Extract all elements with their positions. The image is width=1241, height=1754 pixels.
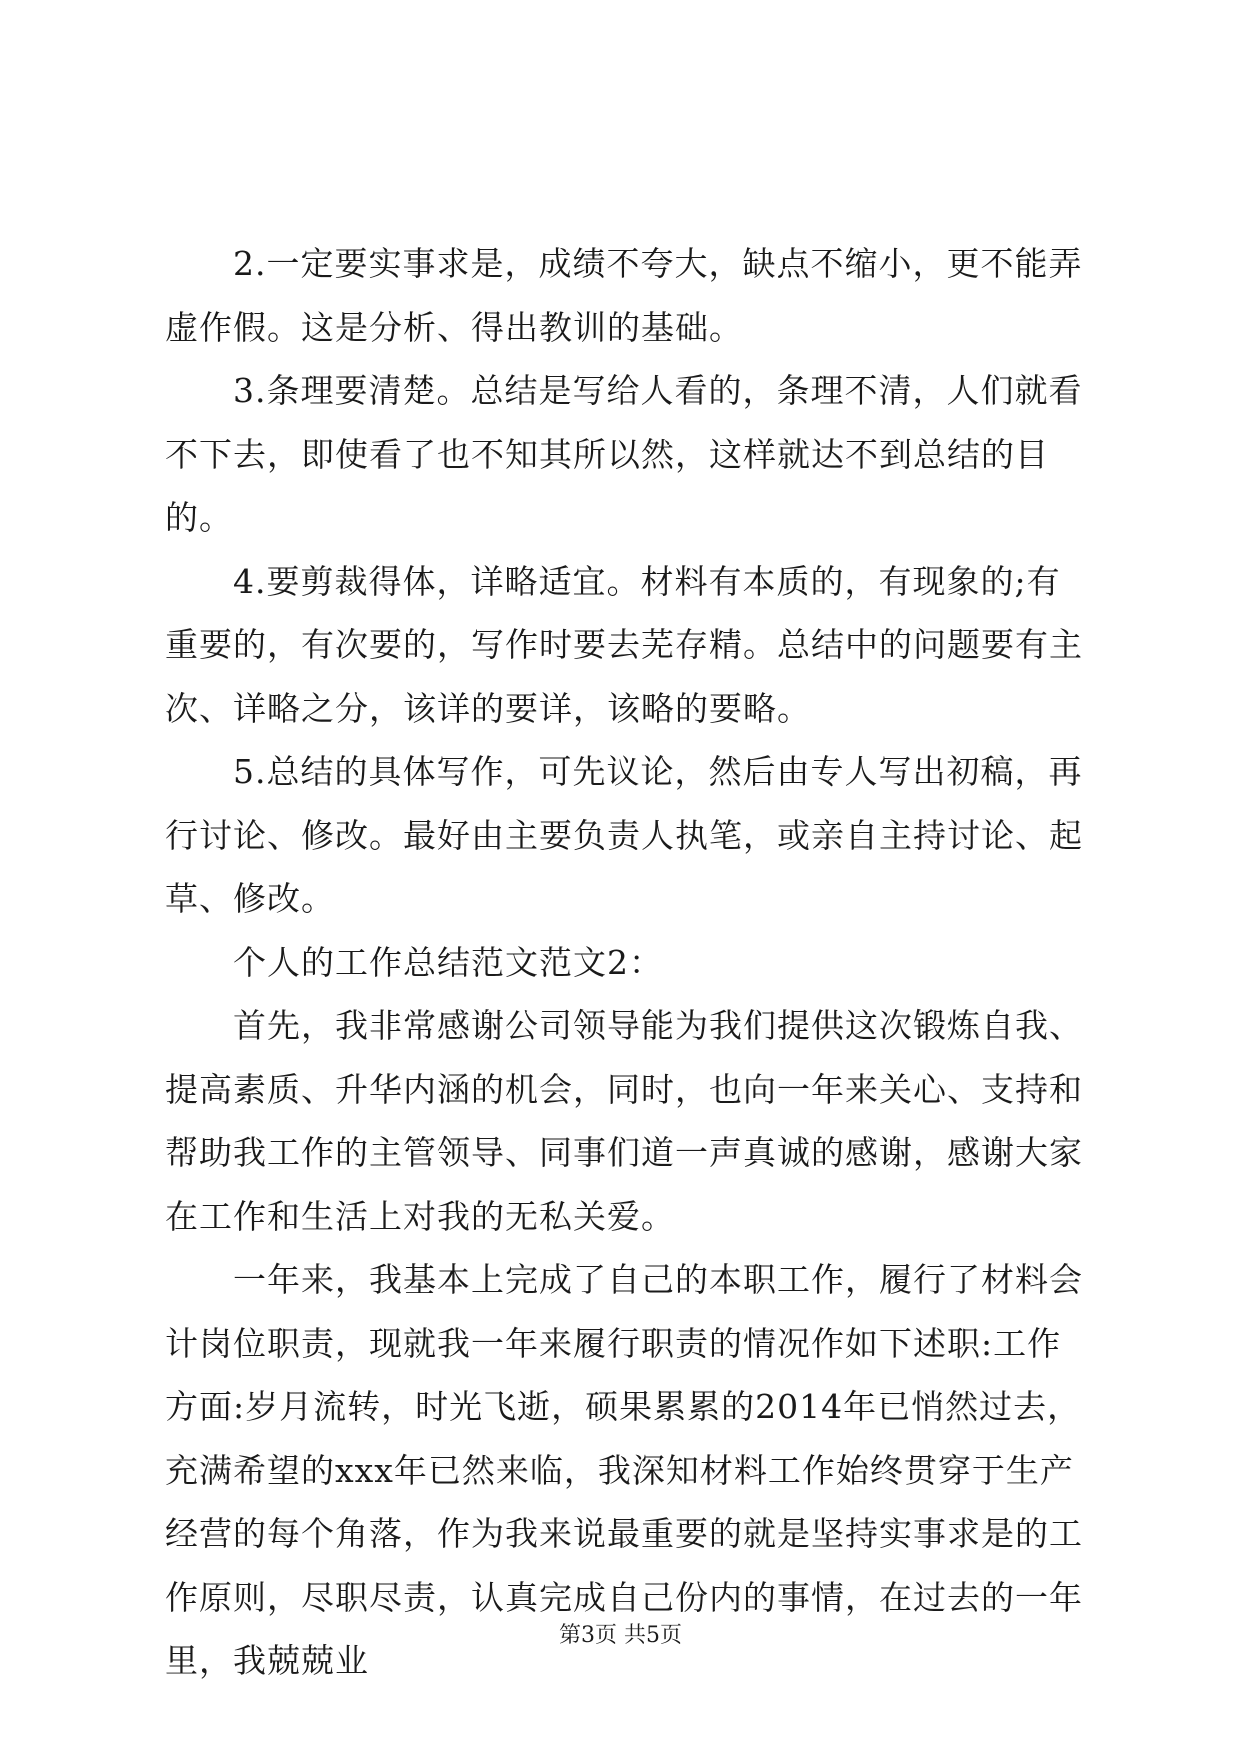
paragraph-point-3: 3.条理要清楚。总结是写给人看的，条理不清，人们就看不下去，即使看了也不知其所以然，这样就达不到总结的目的。 [165,371,1083,537]
document-body [165,232,1085,1693]
paragraph-point-4: 4.要剪裁得体，详略适宜。材料有本质的，有现象的;有重要的，有次要的，写作时要去芜存精。总结中的问题要有主次、详略之分，该详的要详，该略的要略。 [165,561,1083,728]
paragraph-point-2: 2.一定要实事求是，成绩不夸大，缺点不缩小，更不能弄虚作假。这是分析、得出教训的基础。 [165,244,1083,347]
section-heading: 个人的工作总结范文范文2： [233,942,663,982]
page-number-footer: 第3页 共5页 [559,1623,682,1648]
paragraph-year-review: 一年来，我基本上完成了自己的本职工作，履行了材料会计岗位职责，现就我一年来履行职责的情况作如下述职:工作方面:岁月流转，时光飞逝，硕果累累的2014年已悄然过去，充满希望的xxx年已然来临，我深知材料工作始终贯穿于生产经营的每个角落，作为我来说最重要的就是坚持实事求是的工作原则，尽职尽责，认真完成自己份内的事情，在过去的一年里，我兢兢业 [165,1260,1083,1680]
paragraph-point-5: 5.总结的具体写作，可先议论，然后由专人写出初稿，再行讨论、修改。最好由主要负责人执笔，或亲自主持讨论、起草、修改。 [165,752,1083,918]
paragraph-thanks: 首先，我非常感谢公司领导能为我们提供这次锻炼自我、提高素质、升华内涵的机会，同时，也向一年来关心、支持和帮助我工作的主管领导、同事们道一声真诚的感谢，感谢大家在工作和生活上对我的无私关爱。 [165,1006,1083,1236]
